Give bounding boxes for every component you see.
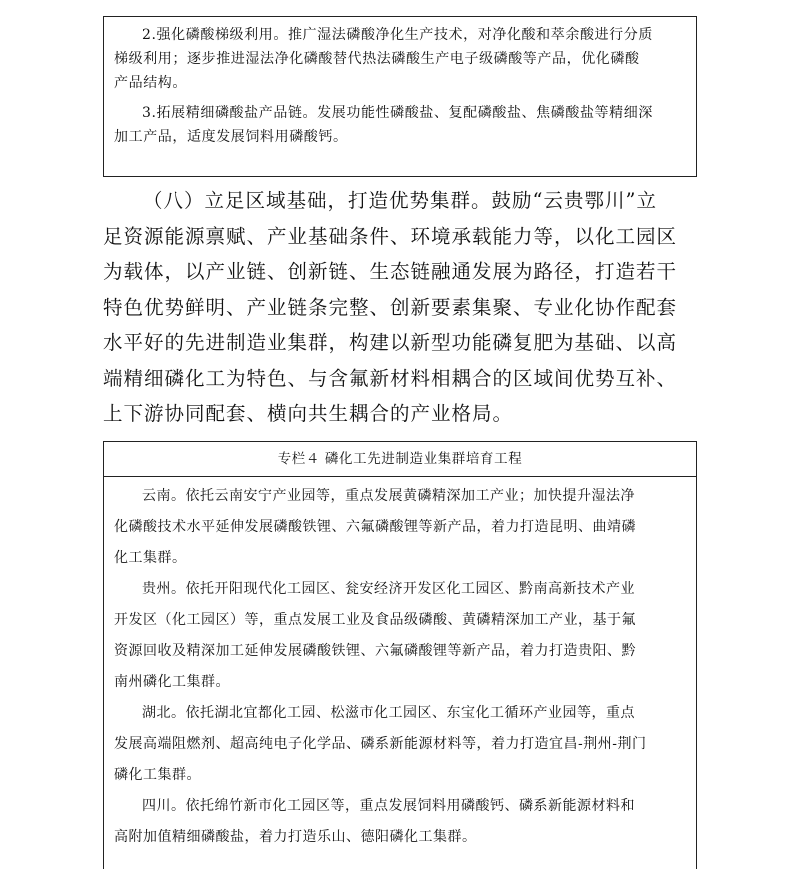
- section8-line: 水平好的先进制造业集群，构建以新型功能磷复肥为基础、以高: [103, 331, 678, 354]
- section8-line: 端精细磷化工为特色、与含氟新材料相耦合的区域间优势互补、: [103, 366, 678, 390]
- sichuan-line1: 四川。依托绵竹新市化工园区等，重点发展饲料用磷酸钙、磷系新能源材料和: [142, 798, 635, 814]
- section8-line: 上下游协同配套、横向共生耦合的产业格局。: [103, 402, 514, 425]
- item2-line3: 产品结构。: [114, 75, 187, 91]
- item2-line1: 2.强化磷酸梯级利用。推广湿法磷酸净化生产技术，对净化酸和萃余酸进行分质: [142, 27, 653, 43]
- section8-line: 足资源能源禀赋、产业基础条件、环境承载能力等，以化工园区: [103, 224, 678, 248]
- sichuan-line2: 高附加值精细磷酸盐，着力打造乐山、德阳磷化工集群。: [114, 829, 477, 845]
- guizhou-line3: 资源回收及精深加工延伸发展磷酸铁锂、六氟磷酸锂等新产品，着力打造贵阳、黔: [114, 643, 636, 659]
- item3-line1: 3.拓展精细磷酸盐产品链。发展功能性磷酸盐、复配磷酸盐、焦磷酸盐等精细深: [142, 105, 653, 121]
- section8-line: 为载体，以产业链、创新链、生态链融通发展为路径，打造若干: [103, 260, 678, 283]
- column-title: 专栏４ 磷化工先进制造业集群培育工程: [104, 442, 696, 477]
- cluster-column-box: [103, 441, 697, 869]
- item3-line2: 加工产品，适度发展饲料用磷酸钙。: [114, 129, 348, 145]
- guizhou-line2: 开发区（化工园区）等，重点发展工业及食品级磷酸、黄磷精深加工产业，基于氟: [114, 612, 636, 628]
- section8-paragraph: [103, 183, 697, 432]
- guizhou-line4: 南州磷化工集群。: [114, 674, 230, 690]
- hubei-line2: 发展高端阻燃剂、超高纯电子化学品、磷系新能源材料等，着力打造宜昌-荆州-荆门: [114, 736, 647, 752]
- yunnan-line1: 云南。依托云南安宁产业园等，重点发展黄磷精深加工产业；加快提升湿法净: [142, 488, 635, 504]
- hubei-line3: 磷化工集群。: [114, 767, 201, 783]
- section8-line: （八）立足区域基础，打造优势集群。鼓励“云贵鄂川”立: [143, 189, 657, 212]
- yunnan-line2: 化磷酸技术水平延伸发展磷酸铁锂、六氟磷酸锂等新产品，着力打造昆明、曲靖磷: [114, 519, 636, 535]
- guizhou-line1: 贵州。依托开阳现代化工园区、瓮安经济开发区化工园区、黔南高新技术产业: [142, 581, 635, 597]
- item2-line2: 梯级利用；逐步推进湿法净化磷酸替代热法磷酸生产电子级磷酸等产品，优化磷酸: [114, 51, 640, 67]
- section8-line: 特色优势鲜明、产业链条完整、创新要素集聚、专业化协作配套: [103, 295, 678, 319]
- hubei-line1: 湖北。依托湖北宜都化工园、松滋市化工园区、东宝化工循环产业园等，重点: [142, 705, 635, 721]
- yunnan-line3: 化工集群。: [114, 550, 187, 566]
- phosphoric-acid-box: [103, 16, 697, 177]
- column-content: [104, 477, 696, 853]
